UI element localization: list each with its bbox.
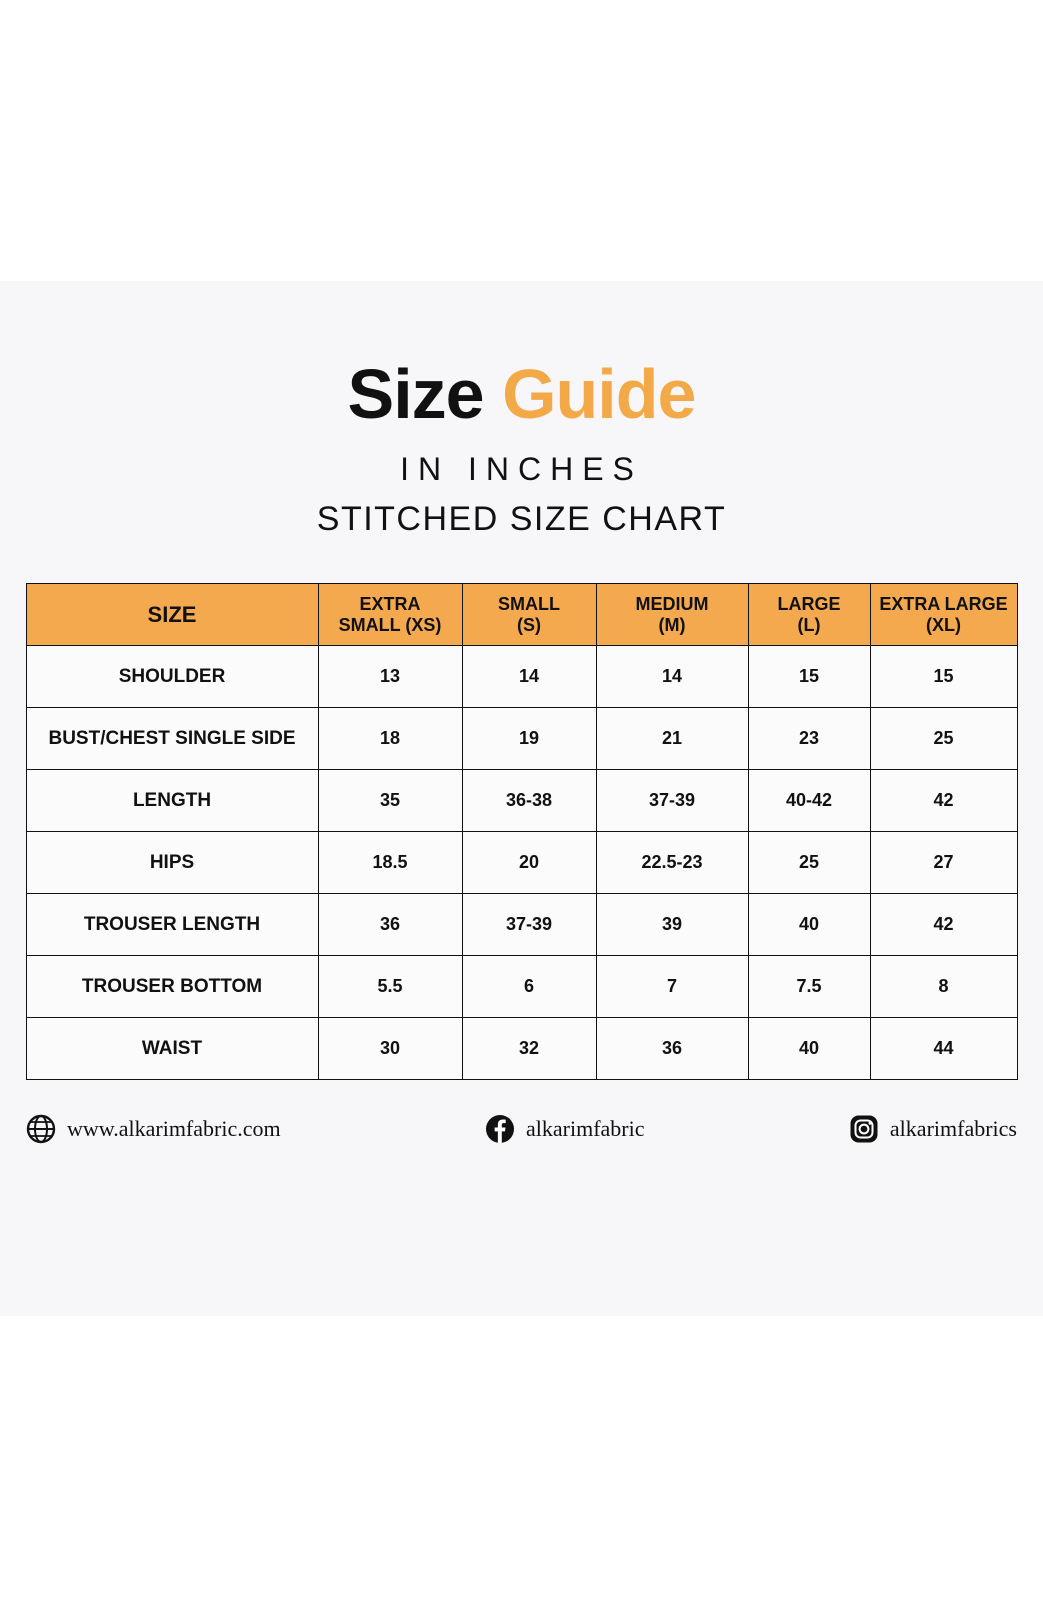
cell-trouser-bottom-l: 7.5 xyxy=(748,956,870,1018)
table-row xyxy=(26,956,1017,1018)
cell-trouser-bottom-xl: 8 xyxy=(870,956,1017,1018)
footer-instagram-label: alkarimfabrics xyxy=(889,1116,1017,1141)
cell-waist-m: 36 xyxy=(596,1018,748,1080)
table-header-row xyxy=(26,584,1017,646)
table-header-xl-line1: EXTRA LARGE xyxy=(879,593,1008,614)
cell-trouser-length-s: 37-39 xyxy=(462,894,596,956)
cell-bust-m: 21 xyxy=(596,708,748,770)
table-header-m-line1: MEDIUM xyxy=(635,593,709,614)
size-guide-card xyxy=(0,281,1043,1316)
table-header-s-line1: SMALL xyxy=(498,593,560,614)
table-header-s xyxy=(462,584,596,646)
cell-bust-l: 23 xyxy=(748,708,870,770)
cell-trouser-length-xl: 42 xyxy=(870,894,1017,956)
table-header-xs xyxy=(318,584,462,646)
cell-trouser-bottom-s: 6 xyxy=(462,956,596,1018)
subtitle-chart-type: STITCHED SIZE CHART xyxy=(316,500,727,538)
row-label-length: LENGTH xyxy=(26,770,318,832)
cell-shoulder-s: 14 xyxy=(462,646,596,708)
size-chart-table xyxy=(26,583,1018,1080)
table-row xyxy=(26,1018,1017,1080)
cell-bust-xs: 18 xyxy=(318,708,462,770)
table-header-m-line2: (M) xyxy=(658,614,686,635)
row-label-trouser-bottom: TROUSER BOTTOM xyxy=(26,956,318,1018)
cell-length-xs: 35 xyxy=(318,770,462,832)
page-title xyxy=(0,355,1043,433)
header-block xyxy=(0,281,1043,539)
row-label-waist: WAIST xyxy=(26,1018,318,1080)
cell-length-l: 40-42 xyxy=(748,770,870,832)
footer-website-label: www.alkarimfabric.com xyxy=(67,1116,281,1141)
table-header-l xyxy=(748,584,870,646)
cell-hips-l: 25 xyxy=(748,832,870,894)
facebook-icon xyxy=(485,1114,515,1144)
cell-trouser-length-xs: 36 xyxy=(318,894,462,956)
table-header-size xyxy=(26,584,318,646)
table-header-xs-line2: SMALL (XS) xyxy=(338,614,442,635)
table-row xyxy=(26,770,1017,832)
cell-hips-s: 20 xyxy=(462,832,596,894)
table-header-m xyxy=(596,584,748,646)
footer-facebook-label: alkarimfabric xyxy=(526,1116,645,1141)
footer-website[interactable] xyxy=(26,1114,281,1144)
row-label-shoulder: SHOULDER xyxy=(26,646,318,708)
cell-hips-xs: 18.5 xyxy=(318,832,462,894)
row-label-hips: HIPS xyxy=(26,832,318,894)
cell-waist-l: 40 xyxy=(748,1018,870,1080)
table-header-l-line2: (L) xyxy=(797,614,821,635)
cell-shoulder-m: 14 xyxy=(596,646,748,708)
cell-waist-s: 32 xyxy=(462,1018,596,1080)
footer-facebook[interactable] xyxy=(485,1114,645,1144)
cell-hips-xl: 27 xyxy=(870,832,1017,894)
cell-shoulder-xl: 15 xyxy=(870,646,1017,708)
table-row xyxy=(26,708,1017,770)
cell-trouser-length-l: 40 xyxy=(748,894,870,956)
cell-bust-s: 19 xyxy=(462,708,596,770)
table-header-xl xyxy=(870,584,1017,646)
instagram-icon xyxy=(849,1114,879,1144)
table-header-xs-line1: EXTRA xyxy=(359,593,421,614)
table-header-l-line1: LARGE xyxy=(777,593,841,614)
cell-waist-xs: 30 xyxy=(318,1018,462,1080)
table-header-xl-line2: (XL) xyxy=(926,614,961,635)
cell-length-s: 36-38 xyxy=(462,770,596,832)
page-title-part2: Guide xyxy=(502,355,696,433)
footer-contacts xyxy=(26,1114,1017,1144)
table-row xyxy=(26,894,1017,956)
table-row xyxy=(26,646,1017,708)
table-row xyxy=(26,832,1017,894)
row-label-bust-chest: BUST/CHEST SINGLE SIDE xyxy=(26,708,318,770)
cell-length-xl: 42 xyxy=(870,770,1017,832)
table-header-size-label: SIZE xyxy=(147,601,197,627)
cell-trouser-length-m: 39 xyxy=(596,894,748,956)
cell-length-m: 37-39 xyxy=(596,770,748,832)
cell-hips-m: 22.5-23 xyxy=(596,832,748,894)
subtitle-units: IN INCHES xyxy=(400,451,643,487)
cell-waist-xl: 44 xyxy=(870,1018,1017,1080)
cell-shoulder-l: 15 xyxy=(748,646,870,708)
table-header-s-line2: (S) xyxy=(517,614,541,635)
page-title-part1: Size xyxy=(347,355,484,433)
globe-icon xyxy=(26,1114,56,1144)
footer-instagram[interactable] xyxy=(849,1114,1017,1144)
row-label-trouser-length: TROUSER LENGTH xyxy=(26,894,318,956)
cell-shoulder-xs: 13 xyxy=(318,646,462,708)
cell-trouser-bottom-xs: 5.5 xyxy=(318,956,462,1018)
cell-trouser-bottom-m: 7 xyxy=(596,956,748,1018)
cell-bust-xl: 25 xyxy=(870,708,1017,770)
